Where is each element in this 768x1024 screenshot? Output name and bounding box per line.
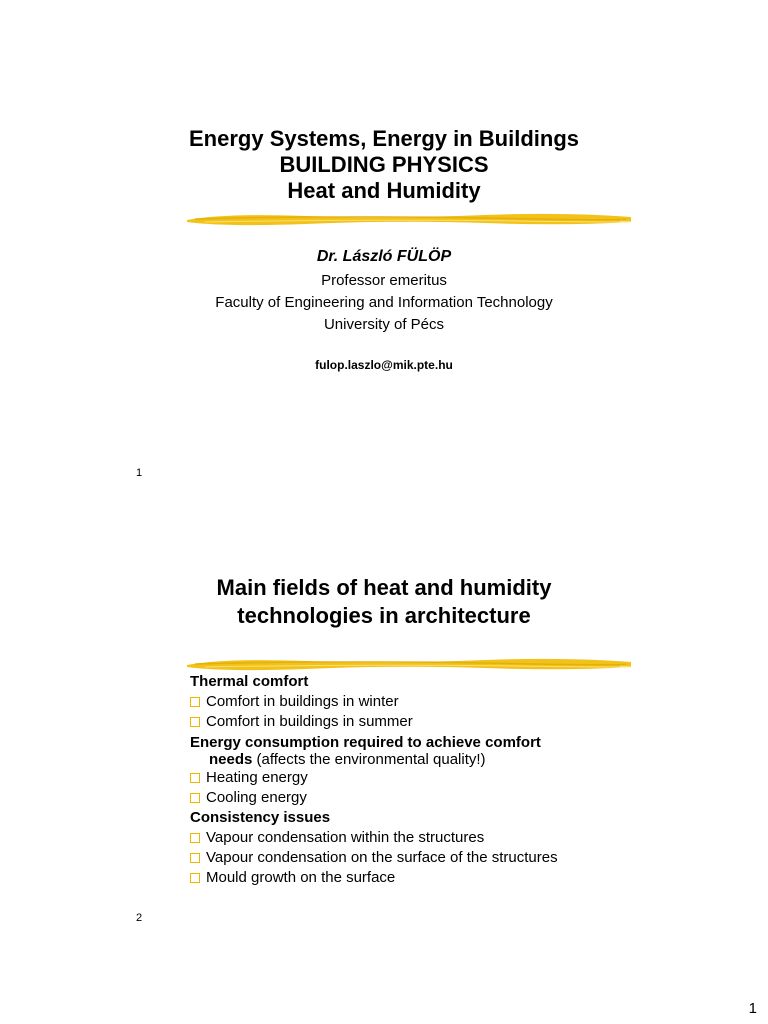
title-line: technologies in architecture — [237, 603, 531, 628]
list-item — [190, 848, 610, 868]
page-number: 1 — [748, 1000, 757, 1017]
author-block — [0, 246, 768, 336]
checkbox-square-icon — [190, 853, 200, 863]
list-item-text: Heating energy — [206, 769, 308, 786]
section-heading: Consistency issues — [190, 809, 331, 826]
slide-number: 2 — [136, 912, 143, 924]
list-item-text: Vapour condensation within the structures — [206, 829, 485, 846]
list-item — [190, 712, 610, 732]
author-faculty: Faculty of Engineering and Information Technology — [215, 294, 553, 311]
brush-stroke-divider — [185, 210, 633, 228]
section-heading-cont: needs — [209, 751, 253, 768]
title-line: Heat and Humidity — [287, 178, 481, 203]
title-line: Main fields of heat and humidity — [216, 575, 552, 600]
checkbox-square-icon — [190, 833, 200, 843]
checkbox-square-icon — [190, 697, 200, 707]
section-heading-note: (affects the environmental quality!) — [252, 751, 486, 768]
title-line: Energy Systems, Energy in Buildings — [189, 126, 579, 151]
list-item-text: Comfort in buildings in winter — [206, 693, 399, 710]
list-item — [190, 828, 610, 848]
slide-title — [0, 126, 768, 204]
author-name: Dr. László FÜLÖP — [316, 248, 452, 265]
checkbox-square-icon — [190, 773, 200, 783]
author-position: Professor emeritus — [321, 272, 447, 289]
list-item — [190, 692, 610, 712]
section-heading: Thermal comfort — [190, 673, 309, 690]
slide-number: 1 — [136, 467, 143, 479]
checkbox-square-icon — [190, 873, 200, 883]
checkbox-square-icon — [190, 717, 200, 727]
list-item-text: Mould growth on the surface — [206, 869, 396, 886]
author-university: University of Pécs — [323, 316, 445, 333]
section-heading — [190, 732, 610, 768]
list-item-text: Cooling energy — [206, 789, 307, 806]
list-item — [190, 768, 610, 788]
list-item — [190, 788, 610, 808]
list-item — [190, 868, 610, 888]
slide-content — [190, 672, 610, 888]
section-heading-text: Energy consumption required to achieve comfort — [190, 734, 541, 751]
brush-stroke-divider — [185, 655, 633, 673]
title-line: BUILDING PHYSICS — [279, 152, 489, 177]
author-email: fulop.laszlo@mik.pte.hu — [315, 358, 453, 372]
list-item-text: Comfort in buildings in summer — [206, 713, 413, 730]
slide-title — [0, 574, 768, 630]
slide-1 — [0, 0, 768, 500]
checkbox-square-icon — [190, 793, 200, 803]
slide-2 — [0, 500, 768, 945]
list-item-text: Vapour condensation on the surface of the structures — [206, 849, 558, 866]
